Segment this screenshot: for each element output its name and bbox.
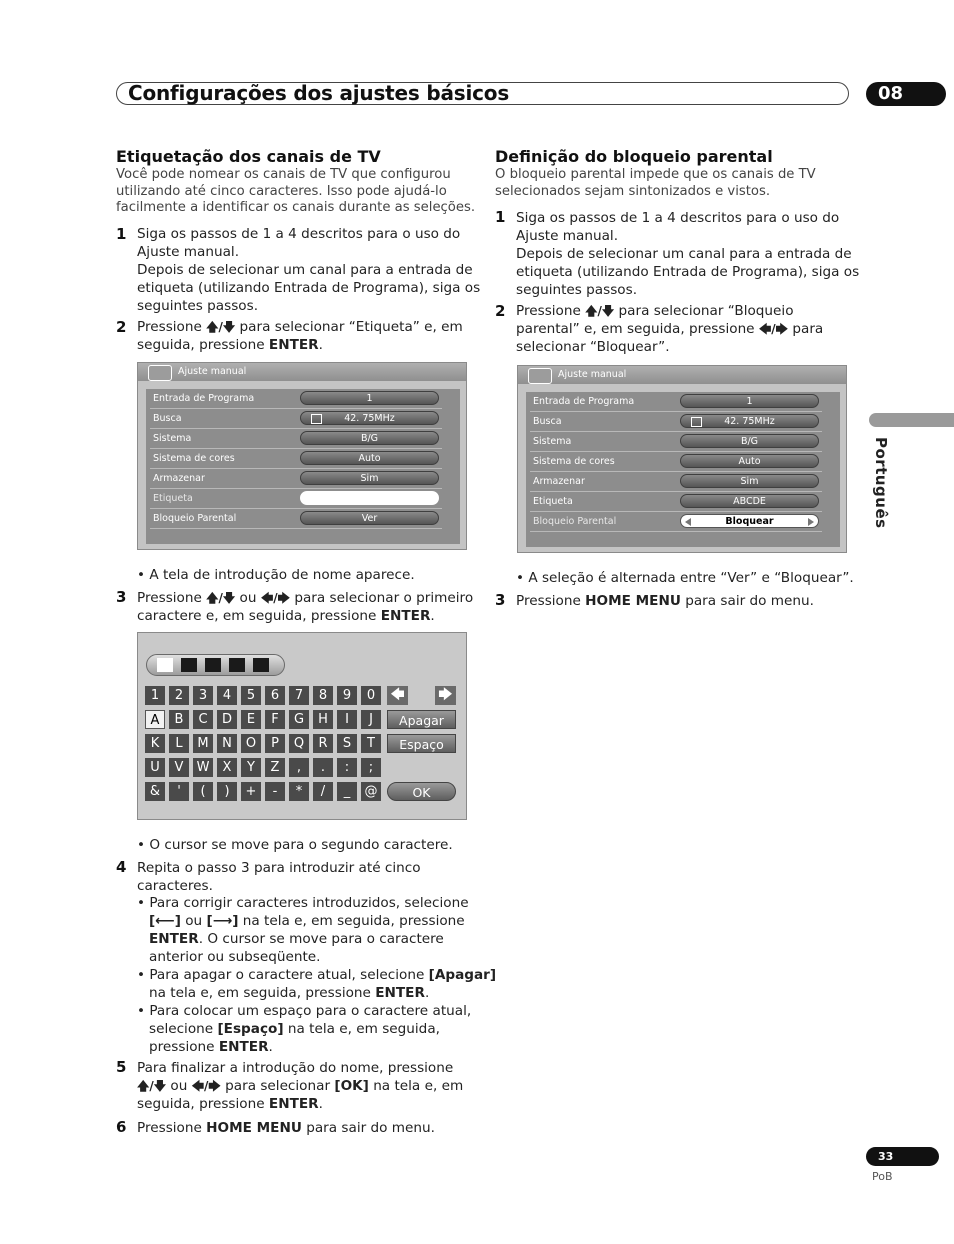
row-label: Etiqueta [533, 496, 573, 507]
text: Pressione [137, 590, 207, 606]
step-line: Siga os passos de 1 a 4 descritos para o uso do [516, 210, 840, 226]
step-2-text [516, 302, 823, 356]
row-label: Sistema [153, 433, 192, 444]
char-slot-current [157, 658, 173, 672]
menu-row[interactable] [150, 409, 442, 429]
text: seguida, pressione [137, 1096, 269, 1112]
key-char[interactable]: + [241, 782, 261, 801]
menu-panel [526, 392, 840, 547]
step-number: 3 [116, 588, 127, 606]
up-down-arrows-icon: 🡅/🡇 [206, 591, 236, 605]
language-tab-label: Português [872, 437, 890, 529]
intro-line: utilizando até cinco caracteres. Isso pode ajudá-lo [116, 183, 447, 199]
character-input-screen [137, 632, 467, 820]
apagar-label: [Apagar] [428, 967, 497, 983]
text: para selecionar [220, 1078, 335, 1094]
key-char[interactable]: 7 [289, 686, 309, 705]
key-char[interactable]: L [169, 734, 189, 753]
step-3-text [137, 589, 473, 625]
up-down-arrows-icon: 🡅/🡇 [585, 304, 615, 318]
text: ou [235, 590, 261, 606]
left-right-arrows-icon: 🡄/🡆 [260, 591, 290, 605]
key-char[interactable]: 9 [337, 686, 357, 705]
row-value: Ver [300, 511, 439, 525]
text: na tela e, em [368, 1078, 464, 1094]
menu-screen-etiqueta [137, 362, 467, 550]
text: para selecionar “Etiqueta” e, em [235, 319, 463, 335]
key-char[interactable]: ' [169, 782, 189, 801]
left-right-arrows-icon: 🡄/🡆 [191, 1079, 221, 1093]
text: . O cursor se move para o caractere [198, 931, 444, 947]
step-6-text [137, 1119, 435, 1137]
section-heading-parental: Definição do bloqueio parental [495, 147, 773, 166]
home-menu-label: HOME MENU [585, 593, 681, 609]
row-value: Auto [300, 451, 439, 465]
menu-screen-bloqueio [517, 365, 847, 553]
up-down-arrows-icon: 🡅/🡇 [206, 320, 236, 334]
key-char[interactable]: C [193, 710, 213, 729]
text: na tela e, em seguida, [283, 1021, 440, 1037]
text: ou [166, 1078, 192, 1094]
menu-row[interactable] [150, 509, 442, 529]
text: . [424, 985, 430, 1001]
step-3-text [516, 592, 814, 610]
step-line: Ajuste manual. [137, 244, 240, 260]
row-value: 1 [300, 391, 439, 405]
text: Pressione [137, 319, 207, 335]
step-4-text [137, 859, 421, 895]
step-number: 2 [495, 302, 506, 320]
text: para selecionar o primeiro [290, 590, 474, 606]
row-value-text: Bloquear [725, 516, 774, 527]
text: seguida, pressione [137, 337, 269, 353]
row-label: Entrada de Programa [533, 396, 635, 407]
intro-labeling [116, 167, 475, 217]
row-value: B/G [300, 431, 439, 445]
key-char[interactable]: : [337, 758, 357, 777]
text: pressione [149, 1039, 219, 1055]
text: para selecionar “Bloqueio [614, 303, 794, 319]
text: parental” e, em seguida, pressione [516, 321, 759, 337]
step-number: 5 [116, 1058, 127, 1076]
key-char[interactable]: 0 [361, 686, 381, 705]
apagar-button[interactable]: Apagar [387, 710, 456, 729]
char-slot [229, 658, 245, 672]
section-heading-labeling: Etiquetação dos canais de TV [116, 147, 381, 166]
row-value-selector[interactable] [680, 514, 819, 528]
menu-row[interactable] [150, 389, 442, 409]
key-char[interactable]: D [217, 710, 237, 729]
text: selecione [149, 1021, 218, 1037]
key-char[interactable]: J [361, 710, 381, 729]
step-number: 3 [495, 591, 506, 609]
key-char[interactable]: * [289, 782, 309, 801]
right-arrow-label: [⟶] [206, 913, 239, 929]
ok-label: [OK] [334, 1078, 369, 1094]
espaco-label: [Espaço] [217, 1021, 284, 1037]
menu-row-selected[interactable] [530, 512, 822, 532]
home-menu-label: HOME MENU [206, 1120, 302, 1136]
cursor-left-key[interactable]: 🡄 [387, 686, 408, 705]
key-char[interactable]: , [289, 758, 309, 777]
step-line: Para finalizar a introdução do nome, pressione [137, 1060, 454, 1076]
key-char[interactable]: & [145, 782, 165, 801]
bullet-line: • Para colocar um espaço para o caractere atual, [137, 1003, 472, 1019]
menu-row[interactable] [530, 432, 822, 452]
step-line: seguintes passos. [516, 282, 638, 298]
step-line: Ajuste manual. [516, 228, 619, 244]
step-line: Depois de selecionar um canal para a entrada de [137, 262, 473, 278]
key-selected[interactable]: A [145, 710, 165, 729]
enter-key-label: ENTER [268, 337, 319, 353]
chapter-badge: 08 [866, 82, 946, 106]
text: . [318, 337, 323, 353]
name-entry-field[interactable] [146, 654, 285, 676]
key-char[interactable]: R [313, 734, 333, 753]
text: para [788, 321, 824, 337]
char-slot [253, 658, 269, 672]
step-4-bullets [137, 894, 496, 1056]
text: Pressione [516, 303, 586, 319]
step-line: Siga os passos de 1 a 4 descritos para o uso do [137, 226, 461, 242]
menu-row[interactable] [150, 469, 442, 489]
language-code: PoB [872, 1170, 893, 1183]
row-label: Sistema [533, 436, 572, 447]
menu-row[interactable] [530, 392, 822, 412]
text: na tela e, em seguida, pressione [149, 985, 376, 1001]
row-value [680, 414, 819, 428]
row-label: Bloqueio Parental [153, 513, 237, 524]
key-char[interactable]: 8 [313, 686, 333, 705]
key-char[interactable]: 2 [169, 686, 189, 705]
tuner-icon [311, 414, 322, 424]
row-value-input[interactable] [300, 491, 439, 505]
bullet-cursor-moves: • O cursor se move para o segundo caractere. [137, 837, 453, 853]
menu-row[interactable] [150, 449, 442, 469]
key-char[interactable]: S [337, 734, 357, 753]
enter-key-label: ENTER [149, 931, 199, 947]
key-char[interactable]: 1 [145, 686, 165, 705]
key-char[interactable]: ( [193, 782, 213, 801]
enter-key-label: ENTER [380, 608, 431, 624]
bullet-name-screen: • A tela de introdução de nome aparece. [137, 567, 415, 583]
key-char[interactable]: @ [361, 782, 381, 801]
step-line: etiqueta (utilizando Entrada de Programa), siga os [516, 264, 860, 280]
enter-key-label: ENTER [218, 1039, 269, 1055]
screen-title: Ajuste manual [558, 369, 627, 380]
row-value: B/G [680, 434, 819, 448]
menu-row[interactable] [530, 472, 822, 492]
key-char[interactable]: K [145, 734, 165, 753]
bullet-toggle: • A seleção é alternada entre “Ver” e “Bloquear”. [516, 570, 854, 586]
key-char[interactable]: G [289, 710, 309, 729]
key-char[interactable]: M [193, 734, 213, 753]
key-char[interactable]: 6 [265, 686, 285, 705]
intro-line: selecionados sejam sintonizados e vistos. [495, 183, 771, 199]
key-char[interactable]: O [241, 734, 261, 753]
tuner-icon [691, 417, 702, 427]
key-char[interactable]: H [313, 710, 333, 729]
row-value: Sim [300, 471, 439, 485]
step-line: etiqueta (utilizando Entrada de Programa), siga os [137, 280, 481, 296]
step-number: 1 [495, 208, 506, 226]
left-right-arrows-icon: 🡄/🡆 [758, 322, 789, 336]
menu-row-selected[interactable] [150, 489, 442, 509]
key-char[interactable]: 5 [241, 686, 261, 705]
text: • Para apagar o caractere atual, selecione [137, 967, 429, 983]
intro-parental [495, 167, 816, 200]
key-char[interactable]: I [337, 710, 357, 729]
row-value: ABCDE [680, 494, 819, 508]
menu-panel [146, 389, 460, 544]
key-char[interactable]: . [313, 758, 333, 777]
char-slot [205, 658, 221, 672]
text: ou [180, 913, 207, 929]
text: na tela e, em seguida, pressione [238, 913, 465, 929]
key-char[interactable]: V [169, 758, 189, 777]
triangle-left-icon[interactable] [685, 518, 691, 526]
menu-icon [148, 365, 172, 381]
step-number: 6 [116, 1118, 127, 1136]
step-line: seguintes passos. [137, 298, 259, 314]
row-label: Sistema de cores [153, 453, 235, 464]
step-line: Depois de selecionar um canal para a entrada de [516, 246, 852, 262]
key-char[interactable]: U [145, 758, 165, 777]
key-char[interactable]: 3 [193, 686, 213, 705]
row-value: 1 [680, 394, 819, 408]
key-char[interactable]: _ [337, 782, 357, 801]
key-char[interactable]: / [313, 782, 333, 801]
screen-header [518, 366, 846, 384]
key-char[interactable]: - [265, 782, 285, 801]
key-char[interactable]: ; [361, 758, 381, 777]
bullet-line: anterior ou subseqüente. [149, 949, 321, 965]
step-number: 2 [116, 318, 127, 336]
key-char[interactable]: W [193, 758, 213, 777]
text: . [268, 1039, 273, 1055]
cursor-right-key[interactable]: 🡆 [435, 686, 456, 705]
step-number: 4 [116, 858, 127, 876]
step-5-text [137, 1059, 463, 1113]
row-value [300, 411, 439, 425]
step-1-text [516, 209, 859, 299]
left-arrow-label: [⟵] [149, 913, 181, 929]
menu-icon [528, 368, 552, 384]
key-char[interactable]: T [361, 734, 381, 753]
row-value-text: 42. 75MHz [724, 416, 775, 427]
key-char[interactable]: Y [241, 758, 261, 777]
step-number: 1 [116, 225, 127, 243]
up-down-arrows-icon: 🡅/🡇 [137, 1079, 167, 1093]
row-label: Armazenar [153, 473, 205, 484]
key-char[interactable]: ) [217, 782, 237, 801]
intro-line: O bloqueio parental impede que os canais de TV [495, 167, 816, 182]
screen-header [138, 363, 466, 381]
triangle-right-icon[interactable] [808, 518, 814, 526]
key-char[interactable]: 4 [217, 686, 237, 705]
key-char[interactable]: Q [289, 734, 309, 753]
row-label: Sistema de cores [533, 456, 615, 467]
menu-row[interactable] [530, 412, 822, 432]
menu-row[interactable] [530, 452, 822, 472]
page-number: 33 [866, 1147, 939, 1166]
intro-line: Você pode nomear os canais de TV que configurou [116, 167, 451, 182]
text: para sair do menu. [680, 593, 814, 609]
enter-key-label: ENTER [375, 985, 425, 1001]
step-1-text [137, 225, 480, 315]
row-value: Sim [680, 474, 819, 488]
step-line: caracteres. [137, 878, 213, 894]
row-label: Busca [153, 413, 182, 424]
row-label: Armazenar [533, 476, 585, 487]
key-char[interactable]: B [169, 710, 189, 729]
espaco-button[interactable]: Espaço [387, 734, 456, 753]
menu-row[interactable] [150, 429, 442, 449]
char-slot [181, 658, 197, 672]
key-char[interactable]: N [217, 734, 237, 753]
bullet-line: • Para corrigir caracteres introduzidos, selecione [137, 895, 469, 911]
row-label: Bloqueio Parental [533, 516, 617, 527]
step-line: selecionar “Bloquear”. [516, 339, 670, 355]
key-char[interactable]: Z [265, 758, 285, 777]
text: Pressione [516, 593, 586, 609]
text: caractere e, em seguida, pressione [137, 608, 381, 624]
text: para sair do menu. [301, 1120, 435, 1136]
page-title: Configurações dos ajustes básicos [128, 81, 510, 105]
step-2-text [137, 318, 463, 354]
key-char[interactable]: X [217, 758, 237, 777]
key-char[interactable]: P [265, 734, 285, 753]
row-label: Entrada de Programa [153, 393, 255, 404]
language-tab-bar [869, 413, 954, 427]
text: . [318, 1096, 323, 1112]
intro-line: facilmente a identificar os canais durante as seleções. [116, 200, 476, 215]
step-line: Repita o passo 3 para introduzir até cinco [137, 860, 421, 876]
row-label: Etiqueta [153, 493, 193, 504]
menu-row[interactable] [530, 492, 822, 512]
text: Pressione [137, 1120, 207, 1136]
ok-button[interactable]: OK [387, 782, 456, 801]
key-char[interactable]: E [241, 710, 261, 729]
row-label: Busca [533, 416, 562, 427]
row-value-text: 42. 75MHz [344, 413, 395, 424]
text: . [430, 608, 435, 624]
key-char[interactable]: F [265, 710, 285, 729]
screen-title: Ajuste manual [178, 366, 247, 377]
row-value: Auto [680, 454, 819, 468]
enter-key-label: ENTER [268, 1096, 319, 1112]
